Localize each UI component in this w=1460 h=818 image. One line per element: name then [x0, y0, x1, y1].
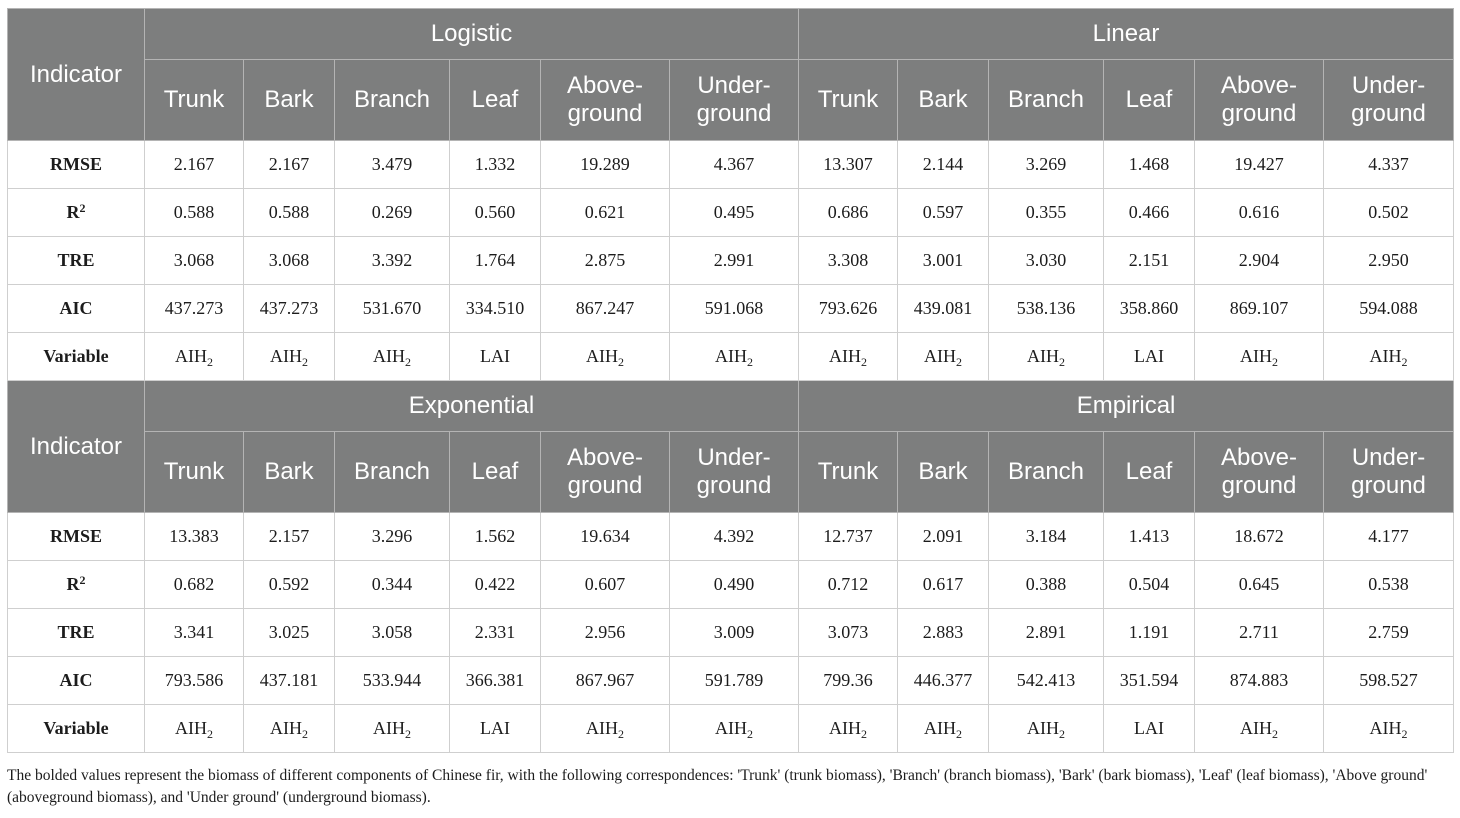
value-cell: 0.344: [335, 561, 450, 609]
component-header: Under- ground: [670, 60, 799, 141]
value-cell: $AIH_2$: [1324, 705, 1454, 753]
component-header: Trunk: [145, 60, 244, 141]
value-cell: 869.107: [1195, 285, 1324, 333]
component-header: Branch: [335, 432, 450, 513]
component-header: Branch: [335, 60, 450, 141]
component-header: Bark: [244, 60, 335, 141]
value-cell: 538.136: [989, 285, 1104, 333]
component-header: Branch: [989, 432, 1104, 513]
component-header: Trunk: [145, 432, 244, 513]
value-cell: 437.273: [145, 285, 244, 333]
value-cell: 0.502: [1324, 189, 1454, 237]
value-cell: 437.181: [244, 657, 335, 705]
row-label: $R^2$: [8, 561, 145, 609]
row-label: Variable: [8, 333, 145, 381]
indicator-header: Indicator: [8, 9, 145, 141]
value-cell: $AIH_2$: [335, 705, 450, 753]
value-cell: 2.891: [989, 609, 1104, 657]
value-cell: 3.058: [335, 609, 450, 657]
value-cell: 3.392: [335, 237, 450, 285]
value-cell: 1.468: [1104, 141, 1195, 189]
component-header: Bark: [898, 432, 989, 513]
value-cell: 2.875: [541, 237, 670, 285]
value-cell: $AIH_2$: [989, 333, 1104, 381]
component-header: Under- ground: [1324, 432, 1454, 513]
value-cell: $AIH_2$: [799, 705, 898, 753]
value-cell: 4.367: [670, 141, 799, 189]
value-cell: 358.860: [1104, 285, 1195, 333]
value-cell: 2.144: [898, 141, 989, 189]
value-cell: 1.562: [450, 513, 541, 561]
value-cell: 0.621: [541, 189, 670, 237]
value-cell: 2.091: [898, 513, 989, 561]
row-label: AIC: [8, 657, 145, 705]
table-row: [8, 705, 1454, 753]
component-header: Trunk: [799, 60, 898, 141]
row-label: AIC: [8, 285, 145, 333]
row-label: TRE: [8, 237, 145, 285]
value-cell: 793.626: [799, 285, 898, 333]
value-cell: 3.308: [799, 237, 898, 285]
table-footnote: The bolded values represent the biomass of different components of Chinese fir, with the following correspondences: 'Trunk' (trunk biomass), 'Branch' (branch biomass), 'Bark' (bark biomass), 'Leaf' (leaf biomass), 'Above ground' (aboveground biomass), and 'Under ground' (underground biomass).: [7, 767, 1428, 806]
value-cell: 13.383: [145, 513, 244, 561]
value-cell: 2.883: [898, 609, 989, 657]
value-cell: 3.068: [145, 237, 244, 285]
value-cell: 3.009: [670, 609, 799, 657]
component-header: Above- ground: [1195, 60, 1324, 141]
value-cell: 2.151: [1104, 237, 1195, 285]
value-cell: 0.592: [244, 561, 335, 609]
value-cell: 799.36: [799, 657, 898, 705]
value-cell: 0.588: [145, 189, 244, 237]
row-label: Variable: [8, 705, 145, 753]
value-cell: 19.634: [541, 513, 670, 561]
value-cell: $AIH_2$: [799, 333, 898, 381]
table-row: [8, 237, 1454, 285]
value-cell: $AIH_2$: [989, 705, 1104, 753]
component-header: Under- ground: [670, 432, 799, 513]
value-cell: $AIH_2$: [670, 705, 799, 753]
table-body: [8, 9, 1454, 753]
value-cell: 2.904: [1195, 237, 1324, 285]
value-cell: 0.616: [1195, 189, 1324, 237]
component-header: Under- ground: [1324, 60, 1454, 141]
value-cell: 1.413: [1104, 513, 1195, 561]
row-label: RMSE: [8, 141, 145, 189]
value-cell: 2.991: [670, 237, 799, 285]
value-cell: 2.956: [541, 609, 670, 657]
value-cell: $AIH_2$: [244, 333, 335, 381]
value-cell: 12.737: [799, 513, 898, 561]
value-cell: 591.789: [670, 657, 799, 705]
value-cell: 0.617: [898, 561, 989, 609]
value-cell: 0.686: [799, 189, 898, 237]
value-cell: 0.495: [670, 189, 799, 237]
component-header: Trunk: [799, 432, 898, 513]
value-cell: 598.527: [1324, 657, 1454, 705]
value-cell: 1.764: [450, 237, 541, 285]
component-header: Leaf: [450, 60, 541, 141]
value-cell: $AIH_2$: [541, 705, 670, 753]
table-row: [8, 609, 1454, 657]
value-cell: 0.712: [799, 561, 898, 609]
value-cell: 3.025: [244, 609, 335, 657]
value-cell: 2.759: [1324, 609, 1454, 657]
value-cell: 0.466: [1104, 189, 1195, 237]
results-table-container: [7, 8, 1453, 753]
value-cell: 0.422: [450, 561, 541, 609]
value-cell: 19.289: [541, 141, 670, 189]
value-cell: 351.594: [1104, 657, 1195, 705]
model-comparison-table: [7, 8, 1454, 753]
table-row: [8, 141, 1454, 189]
value-cell: 542.413: [989, 657, 1104, 705]
component-header: Leaf: [450, 432, 541, 513]
value-cell: 594.088: [1324, 285, 1454, 333]
indicator-header: Indicator: [8, 381, 145, 513]
value-cell: 18.672: [1195, 513, 1324, 561]
value-cell: 0.607: [541, 561, 670, 609]
value-cell: 2.157: [244, 513, 335, 561]
value-cell: 0.538: [1324, 561, 1454, 609]
value-cell: 867.967: [541, 657, 670, 705]
value-cell: 2.167: [244, 141, 335, 189]
value-cell: $AIH_2$: [145, 705, 244, 753]
component-header: Above- ground: [1195, 432, 1324, 513]
value-cell: 0.682: [145, 561, 244, 609]
value-cell: $AIH_2$: [1324, 333, 1454, 381]
table-row: [8, 657, 1454, 705]
value-cell: 0.355: [989, 189, 1104, 237]
group-header-row: [8, 9, 1454, 60]
table-row: [8, 561, 1454, 609]
model-group-header: Exponential: [145, 381, 799, 432]
value-cell: $AIH_2$: [1195, 705, 1324, 753]
value-cell: 4.392: [670, 513, 799, 561]
value-cell: 0.490: [670, 561, 799, 609]
value-cell: 437.273: [244, 285, 335, 333]
component-header: Bark: [244, 432, 335, 513]
value-cell: 531.670: [335, 285, 450, 333]
table-row: [8, 513, 1454, 561]
value-cell: 334.510: [450, 285, 541, 333]
row-label: TRE: [8, 609, 145, 657]
value-cell: 0.269: [335, 189, 450, 237]
component-header: Branch: [989, 60, 1104, 141]
value-cell: 793.586: [145, 657, 244, 705]
value-cell: 3.269: [989, 141, 1104, 189]
value-cell: 2.167: [145, 141, 244, 189]
value-cell: 0.597: [898, 189, 989, 237]
value-cell: 4.337: [1324, 141, 1454, 189]
value-cell: 874.883: [1195, 657, 1324, 705]
value-cell: 1.191: [1104, 609, 1195, 657]
model-group-header: Empirical: [799, 381, 1454, 432]
row-label: $R^2$: [8, 189, 145, 237]
value-cell: 0.560: [450, 189, 541, 237]
value-cell: 3.068: [244, 237, 335, 285]
value-cell: 4.177: [1324, 513, 1454, 561]
value-cell: 2.711: [1195, 609, 1324, 657]
value-cell: $AIH_2$: [670, 333, 799, 381]
value-cell: 3.030: [989, 237, 1104, 285]
value-cell: 591.068: [670, 285, 799, 333]
value-cell: LAI: [1104, 333, 1195, 381]
component-header: Leaf: [1104, 432, 1195, 513]
value-cell: 2.950: [1324, 237, 1454, 285]
component-header-row: [8, 60, 1454, 141]
value-cell: 0.504: [1104, 561, 1195, 609]
value-cell: $AIH_2$: [898, 333, 989, 381]
component-header: Above- ground: [541, 60, 670, 141]
value-cell: 1.332: [450, 141, 541, 189]
row-label: RMSE: [8, 513, 145, 561]
value-cell: 19.427: [1195, 141, 1324, 189]
value-cell: 0.645: [1195, 561, 1324, 609]
value-cell: 3.296: [335, 513, 450, 561]
component-header: Leaf: [1104, 60, 1195, 141]
value-cell: 533.944: [335, 657, 450, 705]
value-cell: 3.073: [799, 609, 898, 657]
value-cell: 439.081: [898, 285, 989, 333]
value-cell: 3.184: [989, 513, 1104, 561]
model-group-header: Linear: [799, 9, 1454, 60]
value-cell: LAI: [450, 705, 541, 753]
group-header-row: [8, 381, 1454, 432]
table-row: [8, 189, 1454, 237]
value-cell: $AIH_2$: [145, 333, 244, 381]
value-cell: 0.388: [989, 561, 1104, 609]
table-row: [8, 285, 1454, 333]
value-cell: 13.307: [799, 141, 898, 189]
value-cell: $AIH_2$: [541, 333, 670, 381]
value-cell: 2.331: [450, 609, 541, 657]
value-cell: LAI: [450, 333, 541, 381]
value-cell: 366.381: [450, 657, 541, 705]
value-cell: $AIH_2$: [898, 705, 989, 753]
value-cell: 446.377: [898, 657, 989, 705]
value-cell: 3.001: [898, 237, 989, 285]
value-cell: 3.479: [335, 141, 450, 189]
component-header: Above- ground: [541, 432, 670, 513]
value-cell: $AIH_2$: [335, 333, 450, 381]
value-cell: 3.341: [145, 609, 244, 657]
table-row: [8, 333, 1454, 381]
value-cell: $AIH_2$: [244, 705, 335, 753]
value-cell: LAI: [1104, 705, 1195, 753]
value-cell: 0.588: [244, 189, 335, 237]
value-cell: $AIH_2$: [1195, 333, 1324, 381]
component-header-row: [8, 432, 1454, 513]
component-header: Bark: [898, 60, 989, 141]
value-cell: 867.247: [541, 285, 670, 333]
model-group-header: Logistic: [145, 9, 799, 60]
